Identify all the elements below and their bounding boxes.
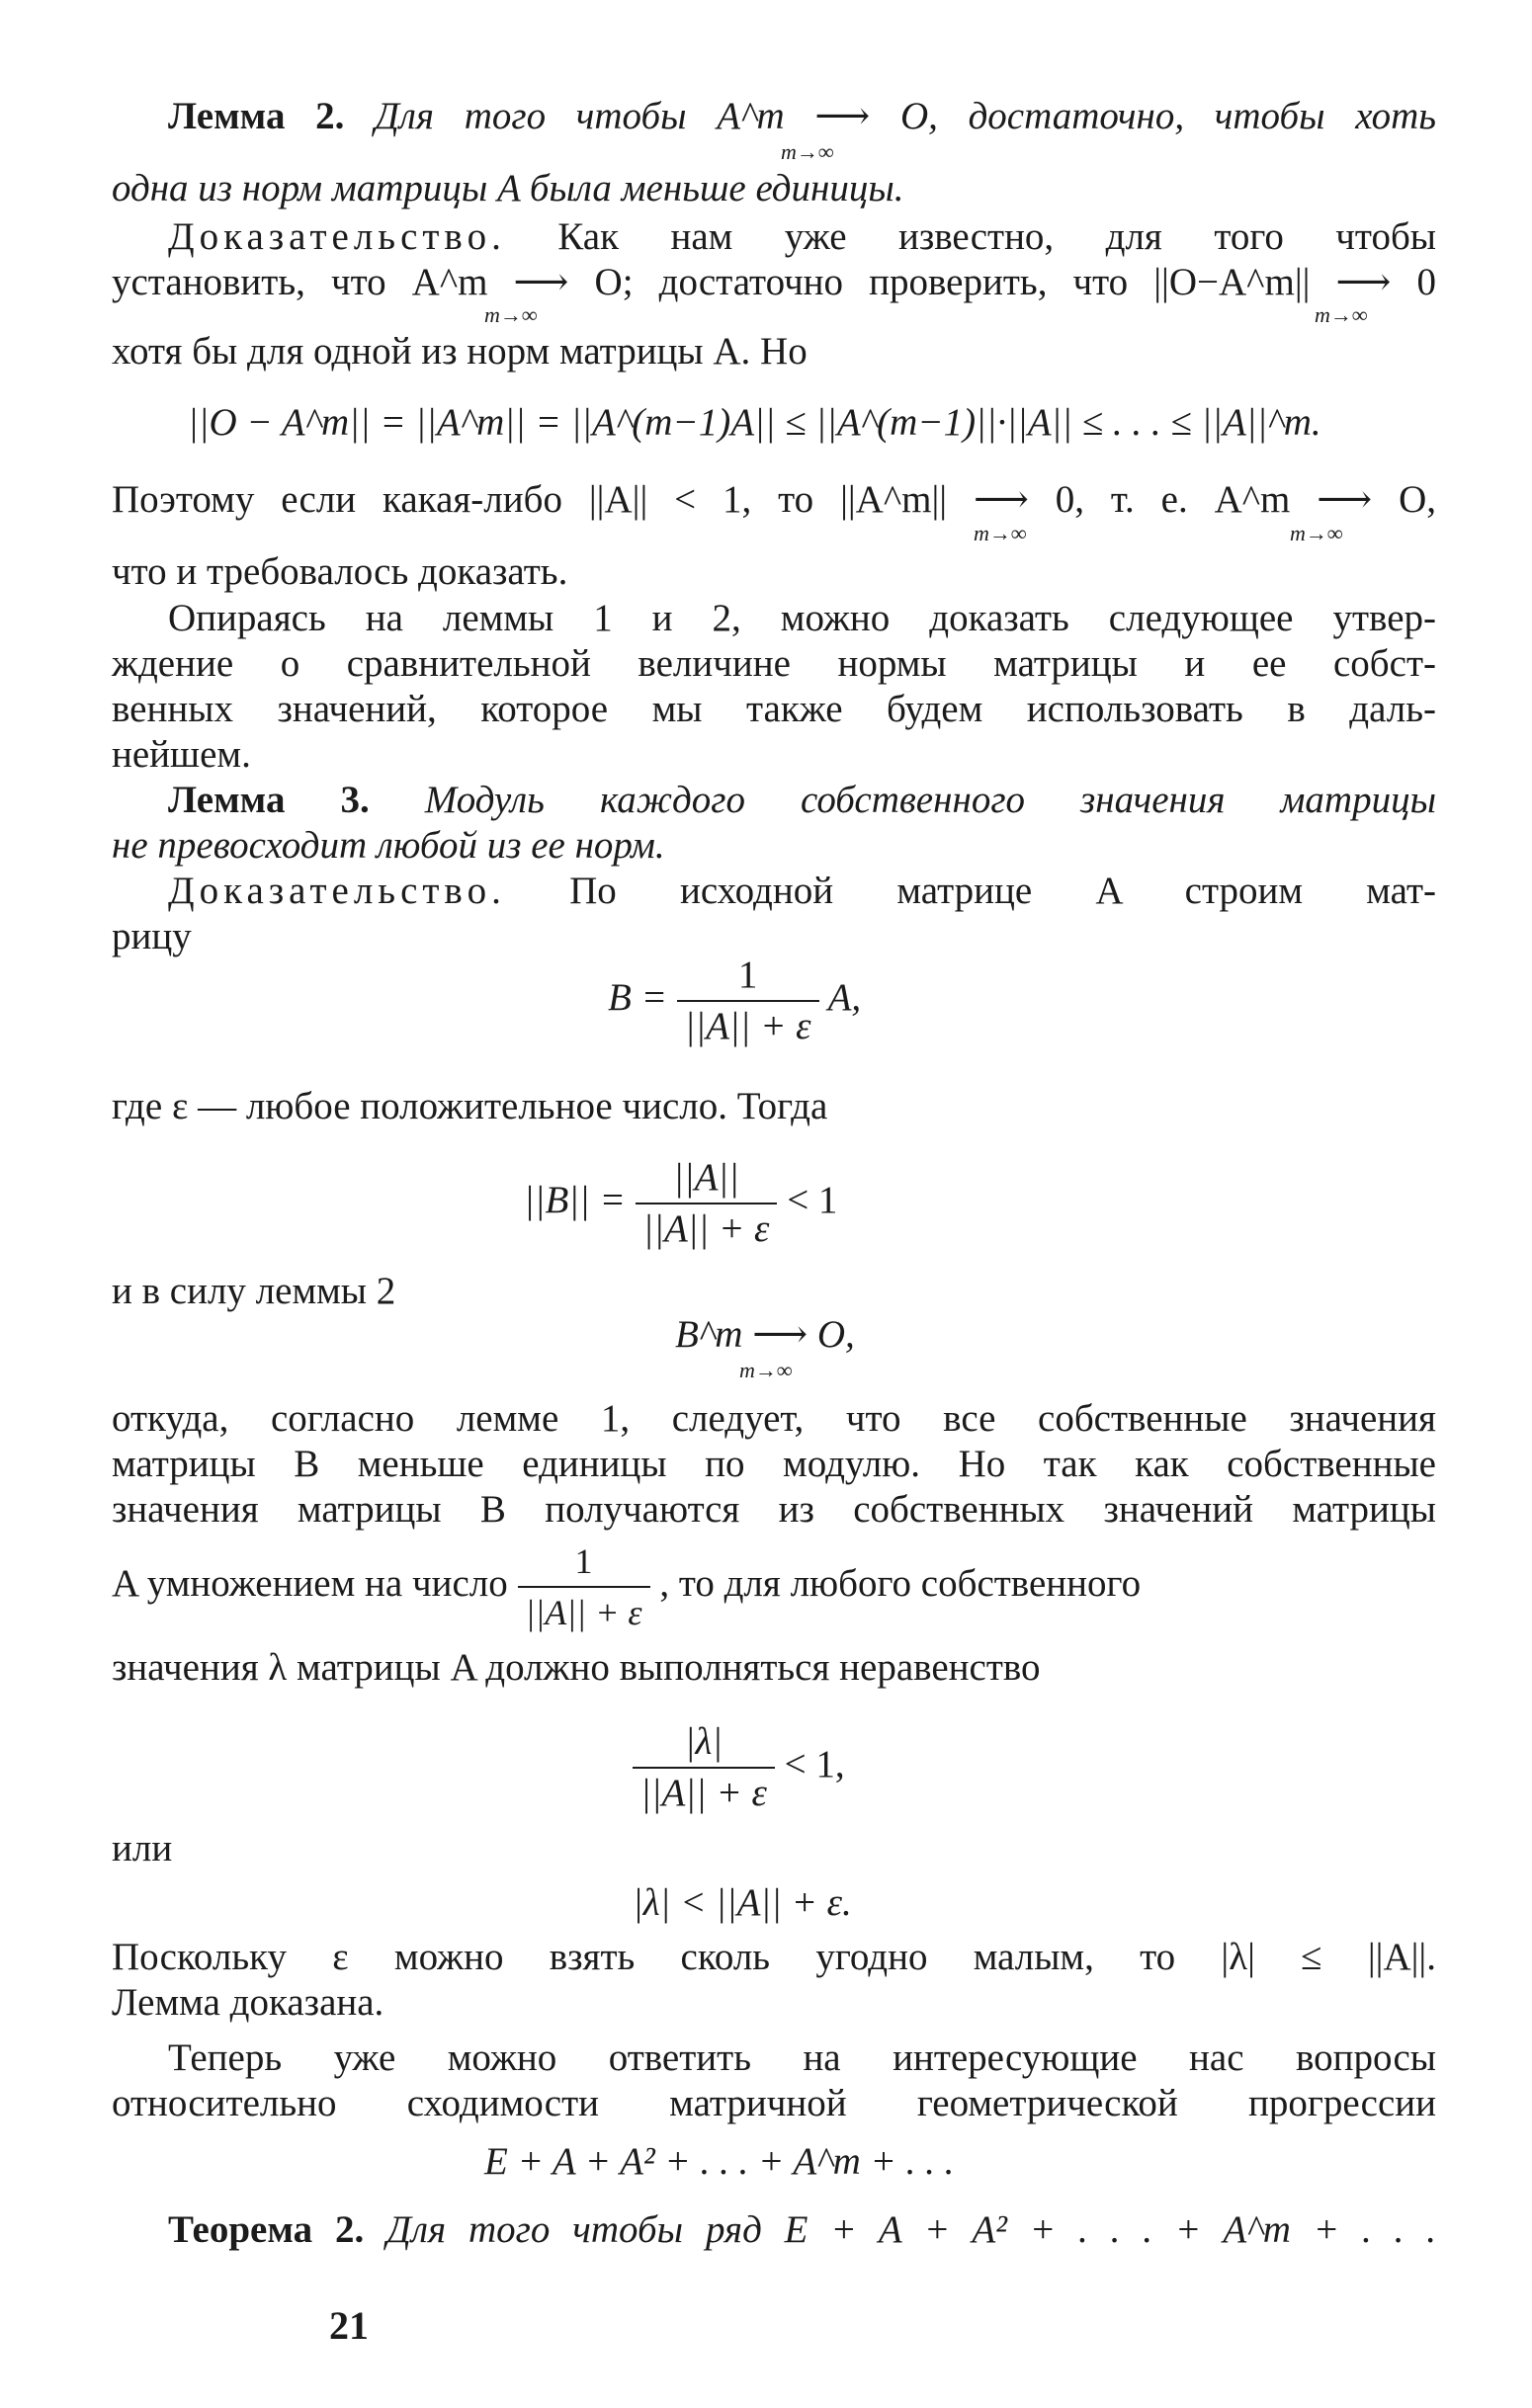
lemma2-line1 [168,94,1436,139]
proof3-line8-end: , то для любого собственного [659,1561,1142,1605]
para-line1: Опираясь на леммы 1 и 2, можно доказать следующее утвер- [168,597,1436,639]
proof3-line8-fraction [518,1536,650,1637]
lemma3-text-line2: не превосходит любой из ее норм. [112,824,665,867]
proof3-line5: откуда, согласно лемме 1, следует, что все собственные значения [112,1397,1436,1440]
formula-lambda-denominator: ||A|| + ε [640,1772,767,1814]
formula-b-right: A, [827,975,862,1019]
proof3-line2: рицу [112,915,192,957]
formula-lambda-right: < 1, [784,1742,845,1785]
proof3-line8 [112,1536,1436,1637]
lemma3-title: Лемма 3. [168,779,370,821]
closing-line1: Теперь уже можно ответить на интересующие нас вопросы [168,2036,1436,2079]
para-line4: нейшем. [112,733,251,776]
geometric-series: E + A + A² + . . . + A^m + . . . [484,2140,955,2183]
formula-lambda-fraction [633,1717,775,1818]
proof3-line12: Лемма доказана. [112,1981,384,2024]
theorem2-text: Для того чтобы ряд E + A + A² + . . . + A^m + . . . [386,2208,1436,2251]
proof3-line7: значения матрицы B получаются из собственных значений матрицы [112,1488,1436,1531]
proof3-line11: Поскольку ε можно взять сколь угодно малым, то |λ| ≤ ||A||. [112,1936,1436,1978]
formula-b-power-subscript: m→∞ [739,1358,793,1382]
lemma2-limit-subscript: m→∞ [781,139,834,164]
proof2-subscript-d: m→∞ [1290,521,1343,545]
proof3-line9: значения λ матрицы A должно выполняться неравенство [112,1646,1041,1689]
closing-line2: относительно сходимости матричной геометрической прогрессии [112,2082,1436,2124]
proof3-heading: Доказательство. [168,870,506,912]
lemma2-title: Лемма 2. [168,95,345,137]
formula-b-norm-denominator: ||A|| + ε [642,1207,770,1250]
proof2-line2: установить, что A^m ⟶ O; достаточно проверить, что ||O−A^m|| ⟶ 0 [112,261,1436,303]
proof2-line3: хотя бы для одной из норм матрицы A. Но [112,330,808,373]
theorem2-line [168,2207,1436,2253]
page-number: 21 [329,2303,369,2348]
proof2-heading: Доказательство. [168,215,506,258]
para-line3: венных значений, которое мы также будем использовать в даль- [112,688,1436,730]
formula-b-numerator: 1 [677,951,819,1002]
lemma3-text-line1: Модуль каждого собственного значения матрицы [424,779,1436,821]
lemma2-text-line1: Для того чтобы A^m ⟶ O, достаточно, чтобы хоть [375,95,1437,137]
lemma3-line1 [168,778,1436,823]
formula-lambda-bound: |λ| < ||A|| + ε. [633,1881,852,1924]
formula-b-norm-right: < 1 [787,1178,838,1221]
proof3-line4: и в силу леммы 2 [112,1270,396,1312]
proof3-line8-start: A умножением на число [112,1561,508,1605]
formula-b-power-limit: B^m ⟶ O, [675,1313,855,1356]
proof3-line8-denominator: ||A|| + ε [525,1593,642,1632]
formula-b-fraction [677,951,819,1051]
formula-b-norm-fraction [636,1153,778,1254]
formula-b-norm [524,1153,837,1254]
formula-lambda-ratio [633,1717,845,1818]
formula-b-norm-numerator: ||A|| [636,1153,778,1204]
proof3-line10: или [112,1827,173,1869]
formula-b-definition [608,951,861,1051]
proof2-line1 [168,214,1436,260]
proof2-subscript-c: m→∞ [974,521,1027,545]
proof2-subscript-b: m→∞ [1315,302,1368,327]
para-line2: ждение о сравнительной величине нормы матрицы и ее собст- [112,642,1436,685]
proof3-line3: где ε — любое положительное число. Тогда [112,1085,828,1127]
lemma2-text-line2: одна из норм матрицы A была меньше единицы. [112,167,904,209]
proof2-subscript-a: m→∞ [484,302,538,327]
formula-b-norm-left: ||B|| = [524,1178,626,1221]
formula-b-denominator: ||A|| + ε [684,1005,811,1047]
theorem2-title: Теорема 2. [168,2208,365,2251]
proof2-line4: Поэтому если какая-либо ||A|| < 1, то ||A^m|| ⟶ 0, т. е. A^m ⟶ O, [112,478,1436,521]
proof3-line1-rest: По исходной матрице A строим мат- [569,870,1437,912]
formula-b-left: B = [608,975,667,1019]
proof3-line1 [168,869,1436,914]
proof2-norm-formula: ||O − A^m|| = ||A^m|| = ||A^(m−1)A|| ≤ ||A^(m−1)||·||A|| ≤ . . . ≤ ||A||^m. [188,401,1321,444]
proof2-line5: что и требовалось доказать. [112,550,568,593]
formula-lambda-numerator: |λ| [633,1717,775,1769]
proof3-line6: матрицы B меньше единицы по модулю. Но так как собственные [112,1443,1436,1485]
proof2-line1-rest: Как нам уже известно, для того чтобы [557,215,1436,258]
proof3-line8-numerator: 1 [518,1536,650,1588]
